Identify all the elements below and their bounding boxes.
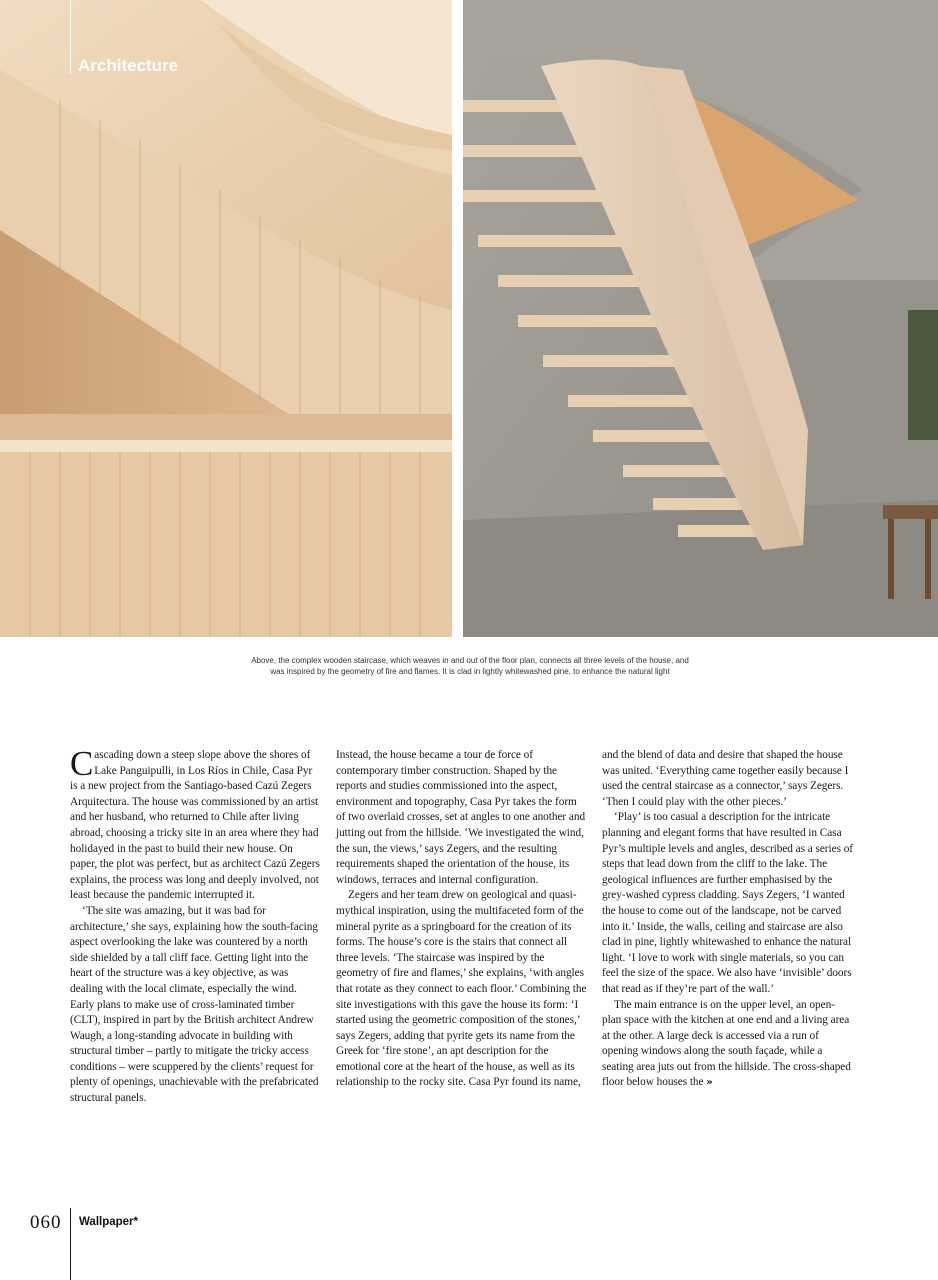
drop-cap: C [70, 744, 94, 783]
paragraph-text: ascading down a steep slope above the shores of Lake Panguipulli, in Los Ríos in Chile, Casa Pyr is a new project from the Santiago-based Cazú Zegers Arquitectura. The house was commissioned by an artist and her husband, who returned to Chile after living abroad, choosing a tricky site in an area where they had holidayed in the past to build their new house. On paper, the plot was perfect, but as architect Cazú Zegers explains, the process was long and deeply involved, not least because the pandemic interrupted it. [70, 749, 320, 902]
right-photo-art [463, 0, 938, 637]
continue-arrow-icon: » [706, 1077, 713, 1089]
caption-line-1: Above, the complex wooden staircase, which weaves in and out of the floor plan, connects all three levels of the house, and [251, 656, 689, 665]
page-number: 060 [30, 1212, 62, 1233]
article-paragraph: and the blend of data and desire that shaped the house was united. ‘Everything came together easily because I used the central staircase as a connector,’ says Zegers. ‘Then I could play with the other pieces.’ [602, 749, 849, 808]
photo-caption [150, 656, 790, 677]
left-photo-art [0, 0, 452, 637]
paragraph-text: The main entrance is on the upper level, an open-plan space with the kitchen at one end and a living area at the other. A large deck is accessed via a run of opening windows along the south façade, while a seating area juts out from the hillside. The cross-shaped floor below houses the [602, 998, 851, 1089]
caption-line-2: was inspired by the geometry of fire and flames. It is clad in lightly whitewashed pine, to enhance the natural light [270, 666, 670, 676]
magazine-brand: Wallpaper* [79, 1216, 139, 1228]
right-photo [463, 0, 938, 637]
article-paragraph: Instead, the house became a tour de force of contemporary timber construction. Shaped by the reports and studies commissioned into the aspect, environment and topography, Casa Pyr takes the form of two overlaid crosses, set at angles to one another and jutting out from the hillside. ‘We investigated the wind, the sun, the views,’ says Zegers, and the resulting requirements shaped the orientation of the house, its windows, terraces and internal configuration. [336, 749, 586, 886]
article-paragraph [70, 744, 322, 904]
article-paragraph: ‘Play’ is too casual a description for the intricate planning and elegant forms that have resulted in Casa Pyr’s multiple levels and angles, described as a series of steps that lead down from the cliff to the lake. The geological influences are further emphasised by the grey-washed cypress cladding. Says Zegers, ‘I wanted the house to come out of the landscape, not be carved into it.’ Inside, the walls, ceiling and staircase are also clad in pine, lightly whitewashed to enhance the natural light. ‘I love to work with single materials, so you can feel the size of the space. We also have ‘invisible’ doors that read as if they’re part of the wall.’ [602, 811, 854, 995]
footer-divider [70, 1208, 71, 1280]
article-column-1 [70, 744, 322, 1107]
left-photo [0, 0, 452, 637]
article-paragraph: Zegers and her team drew on geological and quasi-mythical inspiration, using the multifaceted form of the mineral pyrite as a springboard for the creation of its forms. The house’s core is the stairs that connect all three levels. ‘The staircase was inspired by the geometry of fire and flames,’ she explains, ‘with angles that rotate as they connect to each floor.’ Combining the site investigations with this gave the house its form: ‘I started using the geometric composition of the stones,’ says Zegers, adding that pyrite gets its name from the Greek for ‘fire stone’, an apt description for the emotional core at the heart of the house, as well as its relationship to the rocky site. Casa Pyr found its name, [336, 889, 587, 1089]
section-label: Architecture [78, 56, 179, 75]
article-column-3 [602, 748, 854, 1091]
article-column-2 [336, 748, 588, 1091]
article-paragraph [602, 998, 854, 1092]
section-divider [70, 0, 71, 74]
article-paragraph: ‘The site was amazing, but it was bad for architecture,’ she says, explaining how the south-facing aspect overlooking the lake was countered by a north side shielded by a tall cliff face. Getting light into the heart of the structure was a key objective, as was dealing with the local climate, especially the wind. Early plans to make use of cross-laminated timber (CLT), inspired in part by the British architect Andrew Waugh, a long-standing advocate in building with structural timber – partly to mitigate the tricky access conditions – were scuppered by the clients’ request for plenty of openings, unachievable with the prefabricated structural panels. [70, 904, 319, 1105]
